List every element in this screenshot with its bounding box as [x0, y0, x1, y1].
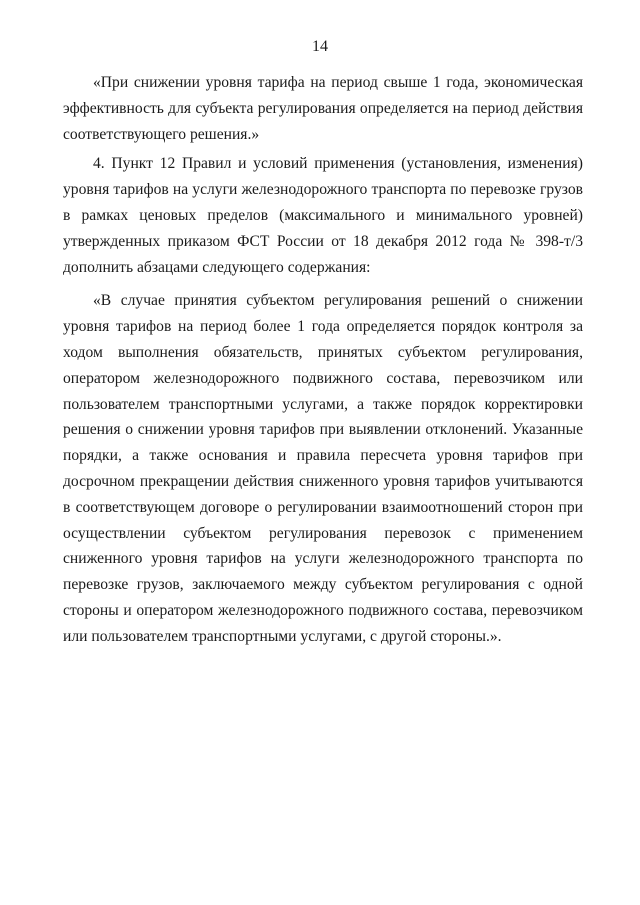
- paragraph-item-4: 4. Пункт 12 Правил и условий применения (установления, изменения) уровня тарифов на услуги железнодорожного транспорта по перевозке грузов в рамках ценовых пределов (максимального и минимального уровней) утвержденных приказом ФСТ России от 18 декабря 2012 года № 398-т/3 дополнить абзацами следующего содержания:: [63, 155, 583, 276]
- page-number: 14: [312, 38, 328, 55]
- document-body: [63, 70, 583, 656]
- paragraph-quote-tariff-reduction: «В случае принятия субъектом регулирования решений о снижении уровня тарифов на период более 1 года определяется порядок контроля за ходом выполнения обязательств, принятых субъектом регулирования, оператором железнодорожного подвижного состава, перевозчиком или пользователем транспортными услугами, а также порядок корректировки решения о снижении уровня тарифов при выявлении отклонений. Указанные порядки, а также основания и правила пересчета уровня тарифов при досрочном прекращении действия сниженного уровня тарифов учитываются в соответствующем договоре о регулировании взаимоотношений сторон при осуществлении субъектом регулирования перевозок с применением сниженного уровня тарифов на услуги железнодорожного транспорта по перевозке грузов, заключаемого между субъектом регулирования с одной стороны и оператором железнодорожного подвижного состава, перевозчиком или пользователем транспортными услугами, с другой стороны.».: [63, 292, 583, 645]
- paragraph-quote-efficiency: «При снижении уровня тарифа на период свыше 1 года, экономическая эффективность для субъекта регулирования определяется на период действия соответствующего решения.»: [63, 74, 583, 143]
